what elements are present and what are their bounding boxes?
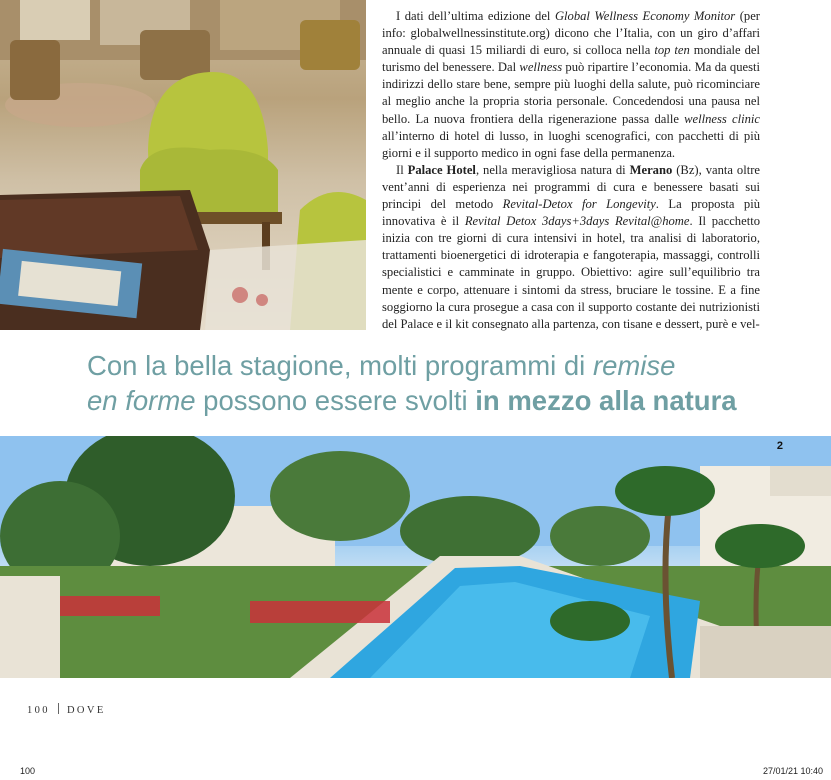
slug-datetime: 27/01/21 10:40 (762, 766, 823, 776)
article-paragraph-2: Il Palace Hotel, nella meravigliosa natura di Merano (Bz), vanta oltre vent’anni di esperienza nei programmi di cura e benessere basati sui principi del metodo Revital-Detox for Longevity. La proposta più innovativa è il Revital Detox 3days+3days Revital@home. Il pacchetto inizia con tre giorni di cura intensivi in hotel, tra analisi di laboratorio, trattamenti bioenergetici di idroterapia e fangoterapia, massaggi, controlli specialistici e camminate in gruppo. Obiettivo: agire sull’equilibrio tra mente e corpo, attenuare i sintomi da stress, bruciare le tossine. E a fine soggiorno la cura prosegue a casa con il supporto costante dei nutrizionisti del Palace e il kit consegnato alla partenza, con tisane e dessert, purè e vel- (382, 162, 760, 331)
folio (27, 703, 106, 716)
pull-quote: Con la bella stagione, molti programmi di remise en forme possono essere svolti in mezzo alla natura (87, 350, 737, 416)
slug-page-number: 100 (20, 766, 36, 776)
article-body (382, 8, 760, 333)
lobby-photo (0, 0, 366, 330)
folio-page-number: 100 (27, 705, 50, 716)
folio-magazine-name: DOVE (66, 705, 106, 716)
article-paragraph-1: I dati dell’ultima edizione del Global Wellness Economy Monitor (per info: globalwellnessinstitute.org) dicono che l’Italia, con un giro d’affari annuale di quasi 15 miliardi di euro, si colloca nella top ten mondiale del turismo del benessere. Dal wellness può ripartire l’economia. Ma da questi indirizzi dello stare bene, sempre più luoghi della salute, può ricominciare al meglio anche la propria storia personale. Concedendosi una pausa nel bello. La nuova frontiera della rigenerazione passa dalle wellness clinic all’interno di hotel di lusso, in luoghi scenografici, con pacchetti di più giorni e il supporto medico in ogni fase della permanenza. (382, 9, 761, 160)
folio-divider (58, 703, 59, 714)
pool-panorama-photo (0, 436, 831, 678)
pool-illustration (0, 436, 831, 678)
photo-number: 2 (776, 440, 783, 452)
lobby-illustration (0, 0, 366, 330)
